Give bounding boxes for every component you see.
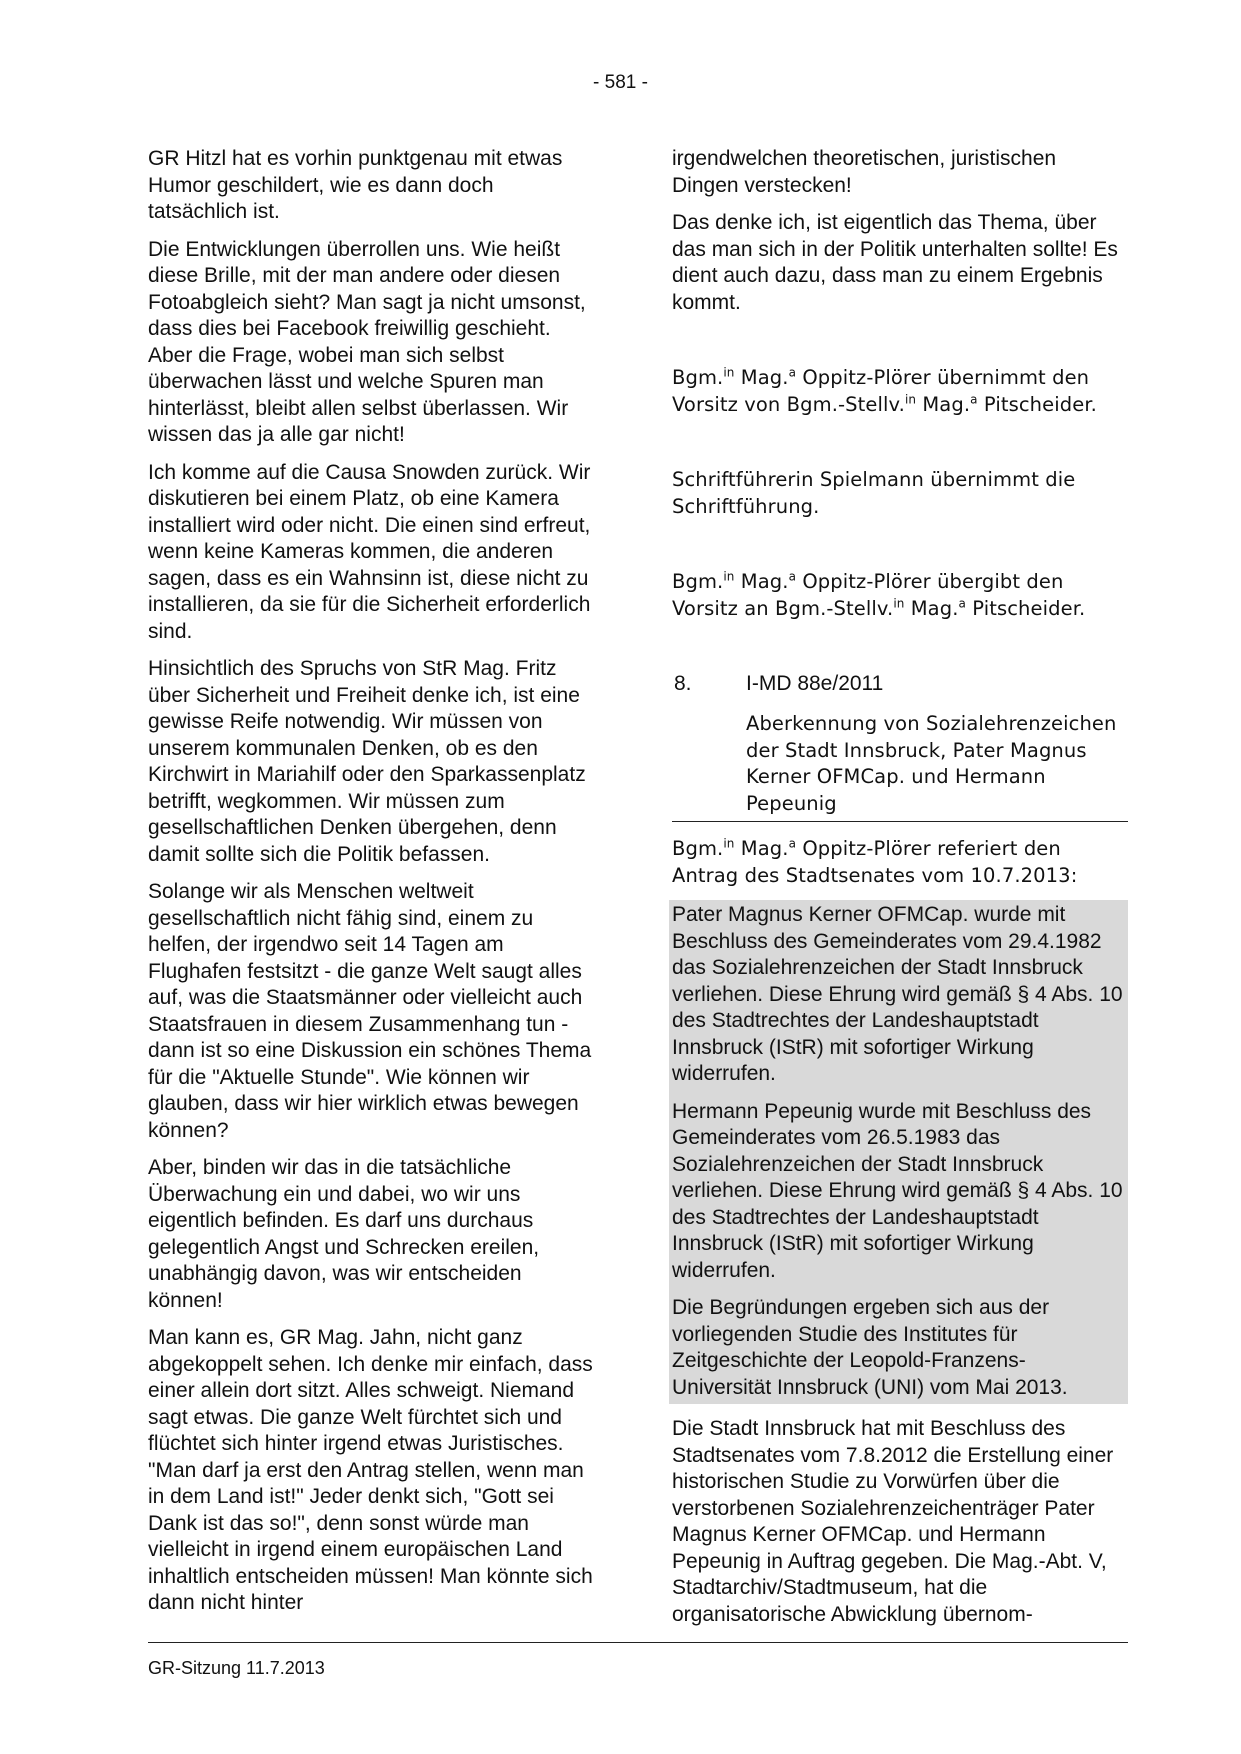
report-intro: Bgm.$^{in}$ Mag.$^a$ Oppitz-Plörer referiert den Antrag des Stadtsenates vom 10.7.2013:	[672, 836, 1078, 887]
divider	[672, 821, 1128, 822]
paragraph: GR Hitzl hat es vorhin punktgenau mit etwas Humor geschildert, wie es dann doch tatsächlich ist.	[148, 147, 563, 223]
page-number: - 581 -	[593, 72, 648, 93]
paragraph: Hinsichtlich des Spruchs von StR Mag. Fritz über Sicherheit und Freiheit denke ich, ist eine gewisse Reife notwendig. Wir müssen von unserem kommunalen Denken, ob es den Kirchwirt in Mariahilf oder den Sparkassenplatz betrifft, wegkommen. Wir müssen zum gesellschaftlichen Denken übergehen, denn damit sollte sich die Politik befassen.	[148, 657, 586, 866]
paragraph: Die Entwicklungen überrollen uns. Wie heißt diese Brille, mit der man andere oder diesen Fotoabgleich sieht? Man sagt ja nicht umsonst, dass dies bei Facebook freiwillig geschieht. Aber die Frage, wobei man sich selbst überwachen lässt und welche Spuren man hinterlässt, bleibt allen selbst überlassen. Wir wissen das ja alle gar nicht!	[148, 237, 586, 446]
paragraph: Die Begründungen ergeben sich aus der vorliegenden Studie des Institutes für Zeitgeschichte der Leopold-Franzens-Universität Innsbruck (UNI) vom Mai 2013.	[672, 1296, 1068, 1399]
paragraph: Das denke ich, ist eigentlich das Thema, über das man sich in der Politik unterhalten sollte! Es dient auch dazu, dass man zu einem Ergebnis kommt.	[672, 211, 1118, 314]
paragraph: irgendwelchen theoretischen, juristischen Dingen verstecken!	[672, 147, 1057, 197]
paragraph: Hermann Pepeunig wurde mit Beschluss des Gemeinderates vom 26.5.1983 das Sozialehrenzeichen der Stadt Innsbruck verliehen. Diese Ehrung wird gemäß § 4 Abs. 10 des Stadtrechtes der Landeshauptstadt Innsbruck (IStR) mit sofortiger Wirkung widerrufen.	[672, 1099, 1123, 1282]
recorder-change-note: Schriftführerin Spielmann übernimmt die Schriftführung.	[672, 468, 1076, 518]
chair-change-note: Bgm.$^{in}$ Mag.$^a$ Oppitz-Plörer übernimmt den Vorsitz von Bgm.-Stellv.$^{in}$ Mag.$^a$ Pitscheider.	[672, 365, 1097, 416]
footer-session-label: GR-Sitzung 11.7.2013	[148, 1658, 325, 1678]
paragraph: Solange wir als Menschen weltweit gesellschaftlich nicht fähig sind, einem zu helfen, der irgendwo seit 14 Tagen am Flughafen festsitzt - die ganze Welt saugt alles auf, was die Staatsmänner oder vielleicht auch Staatsfrauen in diesem Zusammenhang tun - dann ist so eine Diskussion ein schönes Thema für die "Aktuelle Stunde". Wie können wir glauben, dass wir hier wirklich etwas bewegen können?	[148, 880, 592, 1142]
left-column	[148, 146, 598, 1628]
agenda-item-header	[672, 671, 1128, 711]
agenda-reference: I-MD 88e/2011	[746, 672, 884, 695]
right-column	[672, 146, 1128, 1639]
paragraph: Man kann es, GR Mag. Jahn, nicht ganz abgekoppelt sehen. Ich denke mir einfach, dass einer allein dort sitzt. Alles schweigt. Niemand sagt etwas. Die ganze Welt fürchtet sich und flüchtet sich hinter irgend etwas Juristisches. "Man darf ja erst den Antrag stellen, wenn man in dem Land ist!" Jeder denkt sich, "Gott sei Dank ist das so!", denn sonst würde man vielleicht in irgend einem europäischen Land inhaltlich entscheiden müssen! Man könnte sich dann nicht hinter	[148, 1326, 593, 1614]
footer-divider	[148, 1642, 1128, 1643]
paragraph: Aber, binden wir das in die tatsächliche Überwachung ein und dabei, wo wir uns eigentlich befinden. Es darf uns durchaus gelegentlich Angst und Schrecken ereilen, unabhängig davon, was wir entscheiden können!	[148, 1156, 540, 1312]
motion-text-box	[669, 900, 1128, 1404]
chair-change-note: Bgm.$^{in}$ Mag.$^a$ Oppitz-Plörer übergibt den Vorsitz an Bgm.-Stellv.$^{in}$ Mag.$^a$ Pitscheider.	[672, 569, 1086, 620]
paragraph: Ich komme auf die Causa Snowden zurück. Wir diskutieren bei einem Platz, ob eine Kamera installiert wird oder nicht. Die einen sind erfreut, wenn keine Kameras kommen, die anderen sagen, dass es ein Wahnsinn ist, diese nicht zu installieren, da sie für die Sicherheit erforderlich sind.	[148, 460, 591, 643]
paragraph: Pater Magnus Kerner OFMCap. wurde mit Beschluss des Gemeinderates vom 29.4.1982 das Sozialehrenzeichen der Stadt Innsbruck verliehen. Diese Ehrung wird gemäß § 4 Abs. 10 des Stadtrechtes der Landeshauptstadt Innsbruck (IStR) mit sofortiger Wirkung widerrufen.	[672, 903, 1123, 1085]
paragraph: Die Stadt Innsbruck hat mit Beschluss des Stadtsenates vom 7.8.2012 die Erstellung einer historischen Studie zu Vorwürfen über die verstorbenen Sozialehrenzeichenträger Pater Magnus Kerner OFMCap. und Hermann Pepeunig in Auftrag gegeben. Die Mag.-Abt. V, Stadtarchiv/Stadtmuseum, hat die organisatorische Abwicklung übernom-	[672, 1417, 1114, 1626]
agenda-title: Aberkennung von Sozialehrenzeichen der Stadt Innsbruck, Pater Magnus Kerner OFMCap. und Hermann Pepeunig	[746, 712, 1117, 815]
agenda-number: 8.	[674, 672, 692, 695]
